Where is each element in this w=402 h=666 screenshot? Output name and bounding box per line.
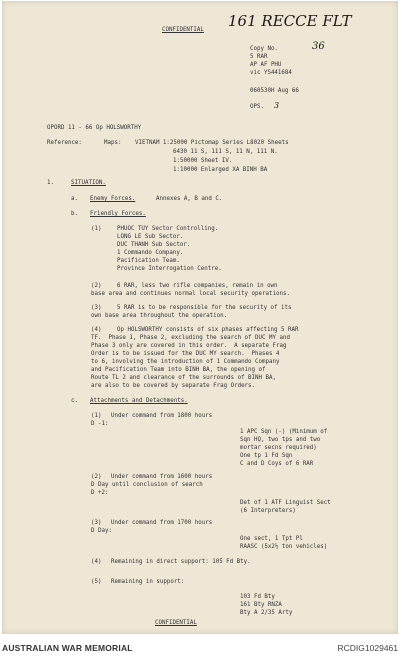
archive-id: RCDIG1029461 — [337, 643, 398, 653]
friendly-forces-heading: Friendly Forces. — [90, 211, 146, 217]
ops-label: OPS. — [250, 104, 264, 110]
text-line: (6 Interpreters) — [240, 508, 296, 514]
text-line: Pacification Team. — [117, 258, 180, 264]
copy-number: 36 — [312, 41, 325, 52]
text-line: 161 Bty RNZA — [240, 602, 282, 608]
text-line: Phase 3 only are covered in this order. A separate Frag — [91, 343, 287, 349]
section-heading: SITUATION. — [71, 180, 106, 186]
text-line: to 6, involving the introduction of 1 Commando Company — [91, 359, 280, 365]
text-line: 1 Commando Company. — [117, 250, 184, 256]
text-line: Route TL 2 and clearance of the surrounds of BINH BA, — [91, 375, 276, 381]
reference-line: VIETNAM 1:25000 Pictomap Series L8020 Sheets — [135, 140, 289, 146]
date-time-group: 060530H Aug 66 — [250, 88, 299, 94]
text-line: Remaining in support: — [111, 579, 185, 585]
reference-line: 6430 11 S, 111 S, 11 N, 111 N. — [173, 149, 278, 155]
text-line: One sect, 1 Tpt Pl — [240, 536, 303, 542]
text-line: D Day: — [91, 528, 112, 534]
text-line: base area and continues normal local security operations. — [91, 291, 290, 297]
maps-label: Maps: — [104, 140, 122, 146]
text-line: PHUOC TUY Sector Controlling. — [117, 226, 219, 232]
para-number: (2) — [91, 474, 102, 480]
text-line: Det of 1 ATF Linguist Sect — [240, 500, 331, 506]
para-number: (1) — [91, 226, 102, 232]
para-number: (1) — [91, 413, 102, 419]
text-line: Under command from 1600 hours — [111, 474, 213, 480]
attachments-heading: Attachments and Detachments. — [90, 398, 188, 404]
address-line: AP AF PHU — [250, 62, 282, 68]
text-line: 103 Fd Bty — [240, 594, 275, 600]
text-line: 6 RAR, less two rifle companies, remain in own — [117, 283, 278, 289]
text-line: Under command from 1700 hours — [111, 520, 213, 526]
reference-line: 1:50000 Sheet IV. — [173, 158, 233, 164]
para-number: (3) — [91, 305, 102, 311]
text-line: D +2: — [91, 490, 109, 496]
text-line: are also to be covered by separate Frag Orders. — [91, 383, 256, 389]
para-number: (5) — [91, 579, 102, 585]
text-line: Sqn HQ, two tps and two — [240, 437, 321, 443]
copy-label: Copy No. — [250, 46, 278, 52]
text-line: Under command from 1800 hours — [111, 413, 213, 419]
text-line: Order is to be issued for the DUC MY search. Phases 4 — [91, 351, 280, 357]
section-number: 1. — [47, 180, 54, 186]
text-line: D -1: — [91, 421, 109, 427]
text-line: Bty A 2/35 Arty — [240, 610, 293, 616]
text-line: DUC THANH Sub Sector. — [117, 242, 191, 248]
para-number: (4) — [91, 327, 102, 333]
enemy-forces-heading: Enemy Forces. — [90, 196, 136, 202]
text-line: LONG LE Sub Sector. — [117, 234, 184, 240]
text-line: mortar secns required) — [240, 445, 317, 451]
classification-footer: CONFIDENTIAL — [155, 620, 197, 626]
text-line: RAASC (5x2½ ton vehicles) — [240, 544, 328, 550]
subpara-label: c. — [71, 398, 78, 404]
text-line: 1 APC Sqn (-) (Minimum of — [240, 429, 328, 435]
order-title: OPORD 11 - 66 Op HOLSWORTHY — [47, 125, 142, 131]
text-line: TF. Phase 1, Phase 2, excluding the search of DUC MY and — [91, 335, 290, 341]
text-line: own base area throughout the operation. — [91, 313, 228, 319]
text-line: and Pacification Team into BINH BA, the opening of — [91, 367, 266, 373]
classification-header: CONFIDENTIAL — [162, 27, 204, 33]
text-line: Remaining in direct support: 105 Fd Bty. — [111, 559, 251, 565]
text-line: 5 RAR is to be responsible for the security of its — [117, 305, 292, 311]
text-line: C and D Coys of 6 RAR — [240, 461, 314, 467]
grid-ref-line: vic YS441684 — [250, 70, 292, 76]
reference-label: Reference: — [47, 140, 82, 146]
enemy-forces-text: Annexes A, B and C. — [156, 196, 223, 202]
archive-credit: AUSTRALIAN WAR MEMORIAL — [2, 643, 133, 653]
text-line: One tp 1 Fd Sqn — [240, 453, 293, 459]
subpara-label: b. — [71, 211, 78, 217]
ops-number: 3 — [274, 101, 280, 110]
handwritten-unit-annotation: 161 RECCE FLT — [228, 12, 352, 30]
text-line: D Day until conclusion of search — [91, 482, 203, 488]
para-number: (3) — [91, 520, 102, 526]
text-line: Op HOLSWORTHY consists of six phases affecting 5 RAR — [117, 327, 299, 333]
para-number: (2) — [91, 283, 102, 289]
subpara-label: a. — [71, 196, 78, 202]
text-line: Province Interrogation Centre. — [117, 266, 222, 272]
unit-line: 5 RAR — [250, 54, 268, 60]
para-number: (4) — [91, 559, 102, 565]
reference-line: 1:10000 Enlarged XA BINH BA — [173, 167, 268, 173]
